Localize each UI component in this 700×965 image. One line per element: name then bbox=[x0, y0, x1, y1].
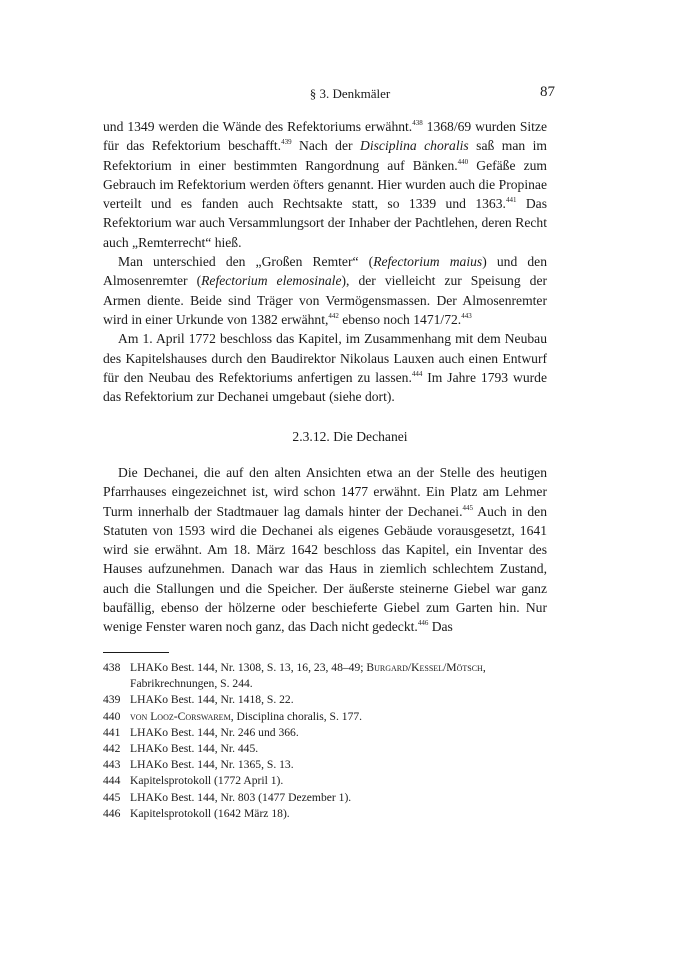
footnote-number: 443 bbox=[103, 758, 121, 772]
paragraph: Die Dechanei, die auf den alten Ansichten etwa an der Stelle des heutigen Pfarrhauses eingezeichnet ist, wird schon 1477 erwähnt. Ein Platz am Lehmer Turm innerhalb der Stadtmauer lag damals hinter der Dechanei.$^{445}$ Auch in den Statuten von 1593 wird die Dechanei als eigenes Gebäude vorausgesetzt, 1641 wird sie erwähnt. Am 18. März 1642 beschloss das Kapitel, ein Inventar des Hauses aufzunehmen. Danach war das Haus in ziemlich schlechtem Zustand, auch die Stallungen und die Speicher. Der äußerste steinerne Giebel war ganz baufällig, ebenso der hölzerne oder beschieferte Giebel zum Garten hin. Nur wenige Fenster waren noch ganz, das Dach nicht gedeckt.$^{446}$ Das bbox=[103, 465, 547, 635]
body-text-refektorium bbox=[103, 117, 547, 406]
footnote-ref[interactable]: 446 bbox=[417, 619, 429, 628]
footnote bbox=[103, 660, 547, 692]
footnote bbox=[103, 692, 547, 708]
footnote-number: 440 bbox=[103, 709, 121, 723]
body-text-dechanei bbox=[103, 463, 547, 637]
footnote-number: 445 bbox=[103, 790, 121, 804]
page-number: 87 bbox=[540, 84, 555, 100]
footnote-text: von Looz-Corswarem, Disciplina choralis, S. 177. bbox=[130, 709, 363, 723]
footnote bbox=[103, 709, 547, 725]
running-head bbox=[0, 84, 700, 104]
footnote-number: 441 bbox=[103, 725, 121, 739]
footnote-number: 446 bbox=[103, 806, 121, 820]
footnote-number: 439 bbox=[103, 693, 121, 707]
footnotes bbox=[103, 660, 547, 822]
paragraph: Man unterschied den „Großen Remter“ (Refectorium maius) und den Almosenremter (Refectorium elemosinale), der vielleicht zur Speisung der Armen diente. Beide sind Träger von Vermögensmassen. Der Almosenremter wird in einer Urkunde von 1382 erwähnt,$^{442}$ ebenso noch 1471/72.$^{443}$ bbox=[103, 254, 548, 327]
footnote bbox=[103, 741, 547, 757]
footnote-ref[interactable]: 445 bbox=[462, 503, 473, 512]
footnote-number: 442 bbox=[103, 742, 121, 756]
footnote-ref[interactable]: 440 bbox=[457, 157, 469, 166]
footnote-ref[interactable]: 444 bbox=[411, 369, 423, 378]
footnote-text: Kapitelsprotokoll (1772 April 1). bbox=[130, 774, 284, 788]
footnote-text: LHAKo Best. 144, Nr. 445. bbox=[130, 742, 259, 756]
footnote-ref[interactable]: 441 bbox=[505, 196, 517, 205]
paragraph: Am 1. April 1772 beschloss das Kapitel, im Zusammenhang mit dem Neubau des Kapitelshauses durch den Baudirektor Nikolaus Lauxen auch einen Entwurf für den Neubau des Refektoriums anfertigen zu lassen.$^{444}$ Im Jahre 1793 wurde das Refektorium zur Dechanei umgebaut (siehe dort). bbox=[103, 331, 547, 405]
footnote-ref[interactable]: 438 bbox=[412, 119, 423, 127]
footnote-separator bbox=[103, 652, 169, 653]
footnote-text: LHAKo Best. 144, Nr. 246 und 366. bbox=[130, 725, 299, 739]
footnote bbox=[103, 757, 547, 773]
footnote bbox=[103, 790, 547, 806]
footnote-ref[interactable]: 439 bbox=[281, 138, 292, 147]
footnote-number: 444 bbox=[103, 774, 121, 788]
footnote-text: LHAKo Best. 144, Nr. 1365, S. 13. bbox=[130, 758, 294, 772]
footnote-ref[interactable]: 443 bbox=[461, 311, 472, 320]
footnote-number: 438 bbox=[103, 661, 121, 674]
footnote-ref[interactable]: 442 bbox=[328, 311, 339, 320]
section-heading: 2.3.12. Die Dechanei bbox=[292, 429, 408, 444]
running-head-title: § 3. Denkmäler bbox=[309, 86, 391, 101]
footnote bbox=[103, 725, 547, 741]
footnote bbox=[103, 806, 547, 822]
paragraph: und 1349 werden die Wände des Refektoriums erwähnt.$^{438}$ 1368/69 wurden Sitze für das Refektorium beschafft.$^{439}$ Nach der Disciplina choralis saß man im Refektorium in einer bestimmten Rangordnung auf Bänken.$^{440}$ Gefäße zum Gebrauch im Refektorium werden öfters genannt. Hier wurden auch die Propinae verteilt und es fanden auch Rechtsakte statt, so 1339 und 1363.$^{441}$ Das Refektorium war auch Versammlungsort der Inhaber der Pachtlehen, deren Recht auch „Remterrecht“ hieß. bbox=[103, 119, 548, 250]
footnote-text: LHAKo Best. 144, Nr. 803 (1477 Dezember 1). bbox=[130, 790, 352, 804]
footnote-text: Kapitelsprotokoll (1642 März 18). bbox=[130, 806, 290, 820]
footnote-text: LHAKo Best. 144, Nr. 1418, S. 22. bbox=[130, 693, 294, 707]
footnote bbox=[103, 773, 547, 789]
footnote-text: LHAKo Best. 144, Nr. 1308, S. 13, 16, 23, 48–49; Burgard/Kessel/Mötsch, Fabrikrechnungen, S. 244. bbox=[130, 661, 486, 691]
